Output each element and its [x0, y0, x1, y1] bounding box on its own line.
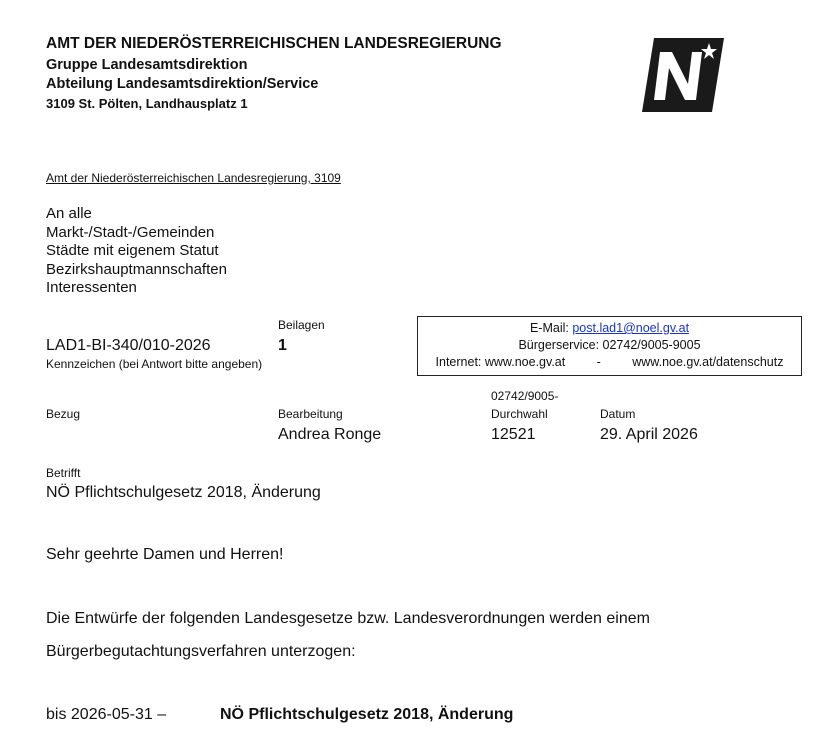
email-line [418, 321, 801, 335]
privacy-link: www.noe.gv.at/datenschutz [632, 355, 784, 369]
subject-label: Betrifft [46, 466, 81, 480]
salutation: Sehr geehrte Damen und Herren! [46, 546, 284, 563]
sender-line: Amt der Niederösterreichischen Landesregierung, 3109 [46, 171, 341, 185]
email-label: E-Mail: [529, 321, 569, 335]
attachments-label: Beilagen [278, 318, 325, 332]
paragraph-line: Die Entwürfe der folgenden Landesgesetze bzw. Landesverordnungen werden einem [46, 610, 650, 627]
org-name: AMT DER NIEDERÖSTERREICHISCHEN LANDESREGIERUNG [46, 35, 502, 52]
separator: - [596, 355, 601, 369]
department-name: Abteilung Landesamtsdirektion/Service [46, 76, 319, 92]
attachments-value: 1 [278, 337, 287, 354]
bearbeitung-value: Andrea Ronge [278, 426, 382, 443]
email-link[interactable]: post.lad1@noel.gv.at [572, 321, 690, 335]
group-name: Gruppe Landesamtsdirektion [46, 57, 248, 73]
noe-logo-icon [642, 38, 724, 112]
recipient-line: Städte mit eigenem Statut [46, 242, 219, 259]
paragraph-line: Bürgerbegutachtungsverfahren unterzogen: [46, 643, 356, 660]
bezug-label: Bezug [46, 407, 81, 421]
bearbeitung-label: Bearbeitung [278, 407, 343, 421]
durchwahl-label: Durchwahl [491, 407, 548, 421]
internet-label: Internet: www.noe.gv.at [435, 355, 566, 369]
recipient-line: Markt-/Stadt-/Gemeinden [46, 223, 215, 241]
reference-hint: Kennzeichen (bei Antwort bitte angeben) [46, 357, 263, 371]
deadline-date: bis 2026-05-31 – [46, 706, 167, 723]
durchwahl-prefix: 02742/9005- [491, 389, 559, 403]
datum-value: 29. April 2026 [600, 426, 698, 443]
recipient-block [46, 205, 227, 298]
deadline-item: NÖ Pflichtschulgesetz 2018, Änderung [220, 706, 514, 723]
subject-value: NÖ Pflichtschulgesetz 2018, Änderung [46, 484, 321, 501]
service-line: Bürgerservice: 02742/9005-9005 [518, 338, 701, 352]
recipient-line: Interessenten [46, 279, 137, 296]
internet-line [418, 355, 801, 369]
recipient-line: An alle [46, 205, 92, 222]
recipient-line: Bezirkshauptmannschaften [46, 260, 227, 278]
reference-number: LAD1-BI-340/010-2026 [46, 337, 211, 354]
address: 3109 St. Pölten, Landhausplatz 1 [46, 96, 248, 111]
datum-label: Datum [600, 407, 636, 421]
durchwahl-value: 12521 [491, 426, 536, 443]
contact-box [417, 316, 802, 376]
